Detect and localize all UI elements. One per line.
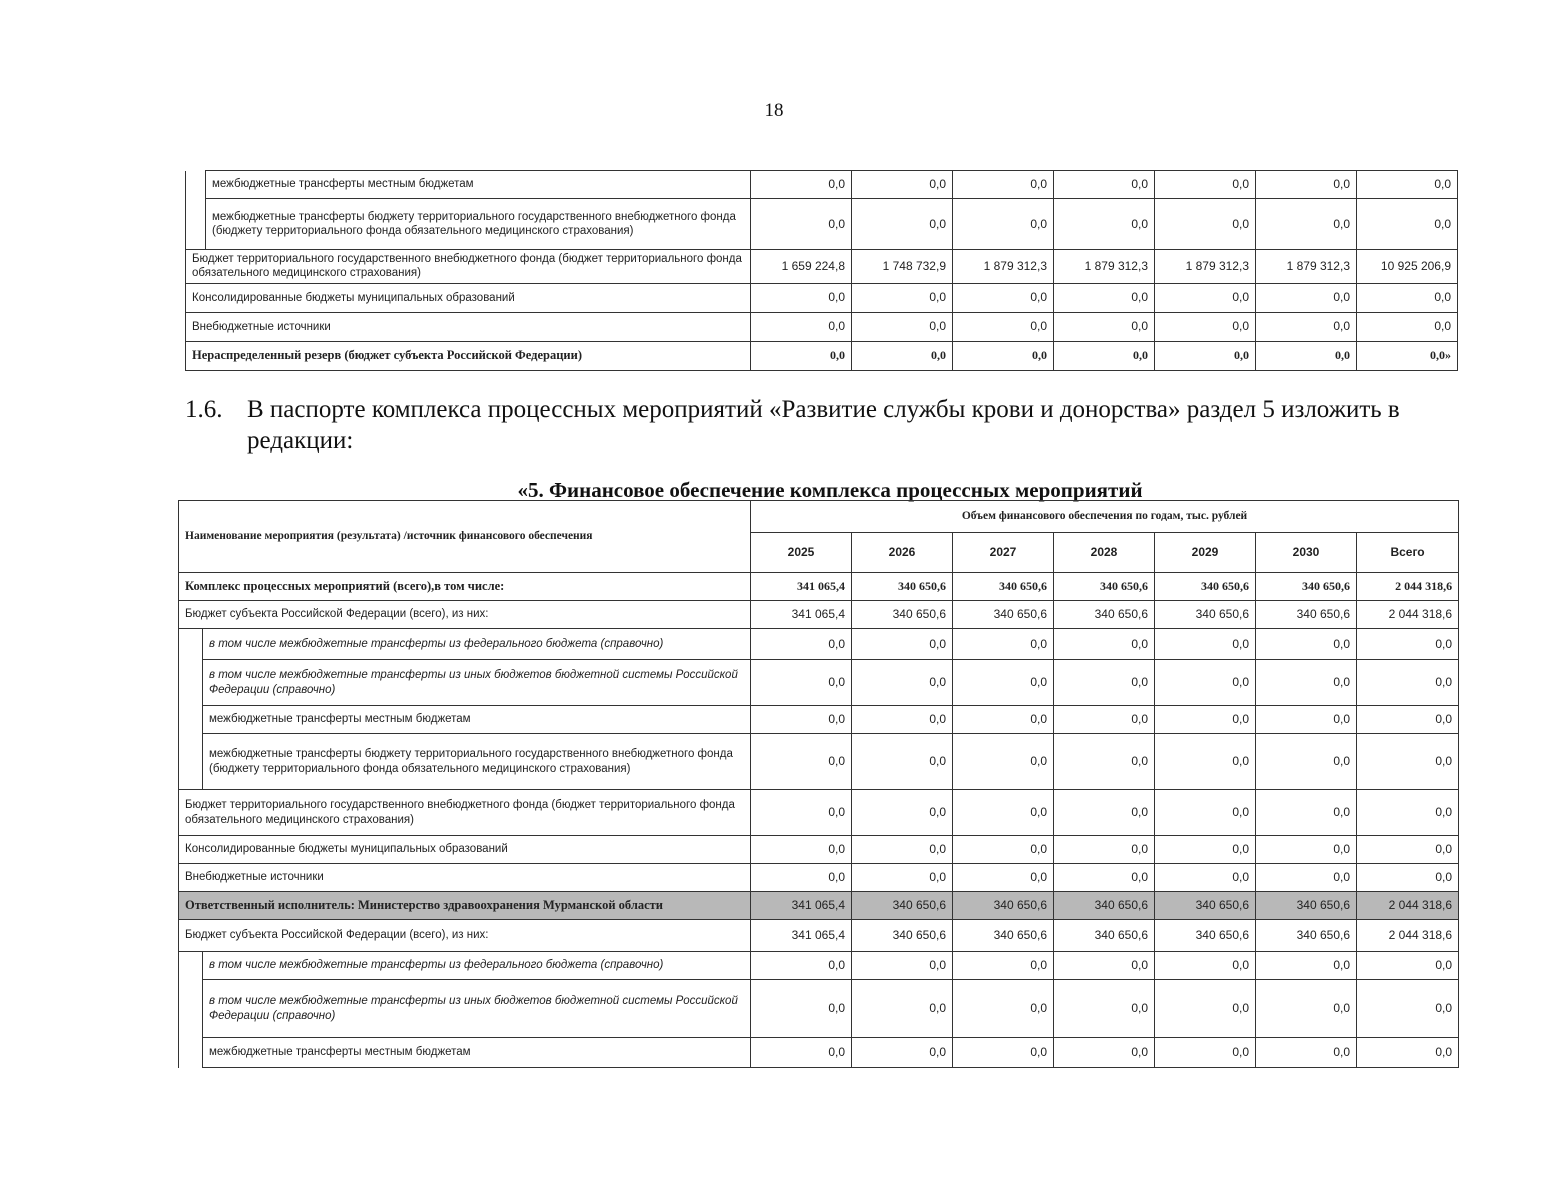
main-table-row-value: 0,0 [1054,980,1155,1038]
main-table-row-indent [179,1038,203,1068]
paragraph-line-1: В паспорте комплекса процессных мероприятий «Развитие службы крови и донорства» раздел 5 изложить в [247,396,1400,423]
main-table-row-value: 0,0 [1155,660,1256,706]
main-table-row-value: 0,0 [953,706,1054,734]
top-table-row [186,171,1458,199]
main-table-row-value: 0,0 [1155,790,1256,836]
main-table-row-value: 0,0 [1256,734,1357,790]
main-table-row-value: 0,0 [751,734,852,790]
main-table-row-label: Консолидированные бюджеты муниципальных образований [179,836,751,864]
main-table-row-label: межбюджетные трансферты местным бюджетам [203,706,751,734]
main-table-row-value: 0,0 [852,864,953,892]
top-table-row-value: 0,0» [1357,341,1458,370]
main-table-row-value: 341 065,4 [751,892,852,920]
header-year-cell: 2025 [751,533,852,573]
main-table-row-value: 340 650,6 [852,601,953,629]
main-table-row-label: Бюджет субъекта Российской Федерации (всего), из них: [179,920,751,952]
main-table-row-value: 0,0 [852,660,953,706]
header-row-group [179,501,1459,533]
page-number: 18 [764,100,784,121]
main-table-row-label: в том числе межбюджетные трансферты из иных бюджетов бюджетной системы Российской Федерации (справочно) [203,980,751,1038]
top-table-row-value: 1 748 732,9 [852,250,953,284]
main-table-row-value: 0,0 [953,1038,1054,1068]
main-table-row-value: 0,0 [751,660,852,706]
main-table-row-value: 0,0 [751,790,852,836]
main-table-row-value: 340 650,6 [1155,892,1256,920]
top-table-row-value: 1 879 312,3 [1155,250,1256,284]
top-table-row-value: 0,0 [852,283,953,312]
main-table-row-value: 0,0 [1357,629,1459,660]
top-table-row-value: 0,0 [1256,312,1357,341]
main-table-body [179,573,1459,1068]
main-table-row [179,952,1459,980]
main-table-row-value: 0,0 [1155,629,1256,660]
main-table-row [179,790,1459,836]
top-table-row-label: Бюджет территориального государственного внебюджетного фонда (бюджет территориального фонда обязательного медицинского страхования) [186,250,751,284]
main-table-row [179,660,1459,706]
top-table-row [186,199,1458,250]
main-table-row-value: 340 650,6 [1054,573,1155,601]
main-table-row [179,920,1459,952]
main-table-row-value: 0,0 [852,836,953,864]
header-year-cell: 2026 [852,533,953,573]
main-table-row-value: 0,0 [953,864,1054,892]
main-table-row [179,734,1459,790]
top-table-row-value: 0,0 [953,199,1054,250]
main-table-row-value: 0,0 [1357,1038,1459,1068]
header-year-cell: 2027 [953,533,1054,573]
main-table-row-value: 0,0 [751,952,852,980]
main-table-row-label: в том числе межбюджетные трансферты из иных бюджетов бюджетной системы Российской Федерации (справочно) [203,660,751,706]
main-table-row-value: 340 650,6 [1054,601,1155,629]
main-table-row [179,706,1459,734]
top-table-row-value: 1 659 224,8 [751,250,852,284]
main-table-row [179,836,1459,864]
main-table-row-value: 0,0 [852,734,953,790]
main-table-row-indent [179,629,203,660]
main-table-row-label: Бюджет субъекта Российской Федерации (всего), из них: [179,601,751,629]
top-table-row-indent [186,199,206,250]
main-table-row-indent [179,734,203,790]
main-table-row-label: Комплекс процессных мероприятий (всего),в том числе: [179,573,751,601]
main-table-row-label: Внебюджетные источники [179,864,751,892]
top-table-row-value: 1 879 312,3 [1256,250,1357,284]
main-table-row-label: межбюджетные трансферты местным бюджетам [203,1038,751,1068]
top-table-row-value: 0,0 [751,199,852,250]
main-table-row-value: 0,0 [1357,790,1459,836]
top-table-row-value: 1 879 312,3 [1054,250,1155,284]
main-table-row-value: 2 044 318,6 [1357,920,1459,952]
main-table-row-value: 2 044 318,6 [1357,601,1459,629]
main-table-row-value: 0,0 [751,629,852,660]
main-table-row-value: 0,0 [1357,706,1459,734]
header-year-cell: 2028 [1054,533,1155,573]
main-table-row-value: 0,0 [1357,952,1459,980]
top-table-row-value: 0,0 [751,283,852,312]
main-finance-table [178,500,1459,1068]
main-table-row-value: 0,0 [852,1038,953,1068]
paragraph-number: 1.6. [185,396,223,423]
main-table-row-value: 340 650,6 [1155,573,1256,601]
main-table-row-value: 0,0 [1054,952,1155,980]
main-table-row-value: 0,0 [1054,660,1155,706]
main-table-row-value: 0,0 [1256,1038,1357,1068]
main-table-row-value: 0,0 [1054,790,1155,836]
top-table-row-value: 0,0 [1357,199,1458,250]
main-table-row-value: 0,0 [1054,836,1155,864]
top-table-row-value: 0,0 [1256,283,1357,312]
top-table-row-value: 0,0 [852,341,953,370]
main-table-row [179,892,1459,920]
top-table-row-value: 0,0 [852,171,953,199]
header-group-cell: Объем финансового обеспечения по годам, тыс. рублей [751,501,1459,533]
top-finance-table [185,170,1458,371]
main-table-row-value: 0,0 [751,1038,852,1068]
top-table-row [186,283,1458,312]
main-table-row-value: 340 650,6 [1155,601,1256,629]
top-table-row-value: 0,0 [751,171,852,199]
main-table-row-value: 0,0 [1256,980,1357,1038]
main-table-row-value: 0,0 [1054,734,1155,790]
top-table-row-value: 0,0 [751,312,852,341]
main-table-row-value: 0,0 [1256,836,1357,864]
main-table-row-value: 0,0 [1256,706,1357,734]
main-table-row-indent [179,952,203,980]
top-table-row-indent [186,171,206,199]
main-table-row-value: 0,0 [852,629,953,660]
top-table-row-label: межбюджетные трансферты местным бюджетам [206,171,751,199]
paragraph-line-2: редакции: [247,427,354,455]
main-table-row-label: Ответственный исполнитель: Министерство здравоохранения Мурманской области [179,892,751,920]
paragraph-1-6 [185,394,1440,457]
main-table-row-value: 340 650,6 [1054,920,1155,952]
top-table-body [186,171,1458,371]
top-table-row-value: 0,0 [953,171,1054,199]
top-table-row-value: 0,0 [1357,312,1458,341]
main-table-row-value: 0,0 [751,980,852,1038]
main-table-row-value: 0,0 [1155,706,1256,734]
main-table-row-value: 2 044 318,6 [1357,573,1459,601]
main-table-row-value: 0,0 [1155,952,1256,980]
main-table-row-value: 0,0 [953,660,1054,706]
main-table-row-value: 0,0 [751,836,852,864]
main-table-row-value: 0,0 [1054,864,1155,892]
header-year-cell: 2030 [1256,533,1357,573]
main-table-row-value: 340 650,6 [852,573,953,601]
main-table-row-value: 0,0 [1357,734,1459,790]
top-table-row-label: Нераспределенный резерв (бюджет субъекта Российской Федерации) [186,341,751,370]
top-table-row-value: 0,0 [1054,199,1155,250]
main-table-row-value: 0,0 [1256,790,1357,836]
header-year-cell: 2029 [1155,533,1256,573]
top-table-row-value: 0,0 [852,199,953,250]
main-table-row-value: 0,0 [953,790,1054,836]
main-table-row-value: 0,0 [1155,836,1256,864]
main-table-row-value: 340 650,6 [1256,601,1357,629]
top-table-row-label: Внебюджетные источники [186,312,751,341]
main-table-row-value: 340 650,6 [1054,892,1155,920]
top-table-row-value: 0,0 [1054,341,1155,370]
main-table-row-value: 0,0 [751,864,852,892]
main-table-row-value: 0,0 [1256,952,1357,980]
top-table-row-value: 0,0 [1054,283,1155,312]
top-table-row-value: 0,0 [1155,199,1256,250]
main-table-row [179,1038,1459,1068]
main-table-row-value: 0,0 [953,836,1054,864]
main-table-row [179,601,1459,629]
main-table-row-value: 340 650,6 [953,892,1054,920]
main-table-row [179,629,1459,660]
main-table-row [179,980,1459,1038]
main-table-row-value: 0,0 [1054,706,1155,734]
top-table-row-value: 10 925 206,9 [1357,250,1458,284]
top-table-row [186,250,1458,284]
main-table-row-value: 0,0 [1054,629,1155,660]
top-table-row [186,341,1458,370]
main-table-row-value: 0,0 [852,790,953,836]
top-table-row-value: 0,0 [1155,283,1256,312]
header-year-cell: Всего [1357,533,1459,573]
main-table-row-value: 0,0 [953,734,1054,790]
top-table-row-value: 0,0 [953,341,1054,370]
main-table-row-value: 0,0 [1256,660,1357,706]
top-table-row-value: 0,0 [1256,199,1357,250]
top-table-row-value: 1 879 312,3 [953,250,1054,284]
main-table-row-value: 0,0 [852,706,953,734]
main-table-row-label: Бюджет территориального государственного внебюджетного фонда (бюджет территориального фонда обязательного медицинского страхования) [179,790,751,836]
top-table-row-label: Консолидированные бюджеты муниципальных образований [186,283,751,312]
main-table-row-value: 340 650,6 [953,573,1054,601]
top-table-row-value: 0,0 [1256,171,1357,199]
main-table-row-value: 0,0 [1054,1038,1155,1068]
main-table-row-value: 340 650,6 [852,920,953,952]
main-table-row-indent [179,660,203,706]
top-table-row-value: 0,0 [1155,341,1256,370]
top-table-row-value: 0,0 [1054,171,1155,199]
main-table-row-label: в том числе межбюджетные трансферты из федерального бюджета (справочно) [203,629,751,660]
top-table-row-label: межбюджетные трансферты бюджету территориального государственного внебюджетного фонда (бюджету территориального фонда обязательного медицинского страхования) [206,199,751,250]
top-table-row-value: 0,0 [1155,312,1256,341]
main-table-row-value: 0,0 [953,952,1054,980]
main-table-row-value: 340 650,6 [1256,920,1357,952]
main-table-row [179,573,1459,601]
main-table-row-value: 0,0 [1357,660,1459,706]
main-table-row-value: 0,0 [953,980,1054,1038]
main-table-row-value: 0,0 [751,706,852,734]
main-table-row-value: 340 650,6 [953,920,1054,952]
top-table-row-value: 0,0 [1357,171,1458,199]
main-table-row-value: 340 650,6 [852,892,953,920]
top-table-row-value: 0,0 [1054,312,1155,341]
main-table-row-label: межбюджетные трансферты бюджету территориального государственного внебюджетного фонда (бюджету территориального фонда обязательного медицинского страхования) [203,734,751,790]
main-table-row-value: 340 650,6 [1155,920,1256,952]
main-table-row-label: в том числе межбюджетные трансферты из федерального бюджета (справочно) [203,952,751,980]
top-table-row-value: 0,0 [1357,283,1458,312]
main-table-row-value: 0,0 [953,629,1054,660]
main-table-row [179,864,1459,892]
main-table-row-value: 0,0 [1256,629,1357,660]
main-table-row-value: 0,0 [1357,980,1459,1038]
main-table-row-value: 0,0 [1357,864,1459,892]
top-table-row-value: 0,0 [751,341,852,370]
main-table-row-value: 0,0 [1155,1038,1256,1068]
main-table-row-value: 2 044 318,6 [1357,892,1459,920]
main-table-row-value: 341 065,4 [751,573,852,601]
main-table-row-value: 0,0 [1155,980,1256,1038]
main-table-row-value: 0,0 [1155,864,1256,892]
main-table-row-value: 340 650,6 [1256,573,1357,601]
top-table-row-value: 0,0 [1256,341,1357,370]
top-table-row-value: 0,0 [953,283,1054,312]
main-table-row-value: 340 650,6 [1256,892,1357,920]
main-table-row-value: 340 650,6 [953,601,1054,629]
main-table-row-value: 0,0 [1256,864,1357,892]
main-table-row-indent [179,980,203,1038]
main-table-row-value: 0,0 [1357,836,1459,864]
top-table-row [186,312,1458,341]
header-name-cell: Наименование мероприятия (результата) /источник финансового обеспечения [179,501,751,573]
main-table-row-value: 0,0 [852,952,953,980]
main-table-row-value: 0,0 [1155,734,1256,790]
top-table-row-value: 0,0 [953,312,1054,341]
top-table-row-value: 0,0 [1155,171,1256,199]
main-table-row-value: 341 065,4 [751,601,852,629]
top-table-row-value: 0,0 [852,312,953,341]
main-table-row-indent [179,706,203,734]
main-table-row-value: 341 065,4 [751,920,852,952]
main-table-row-value: 0,0 [852,980,953,1038]
section-title: «5. Финансовое обеспечение комплекса процессных мероприятий [517,478,1143,502]
